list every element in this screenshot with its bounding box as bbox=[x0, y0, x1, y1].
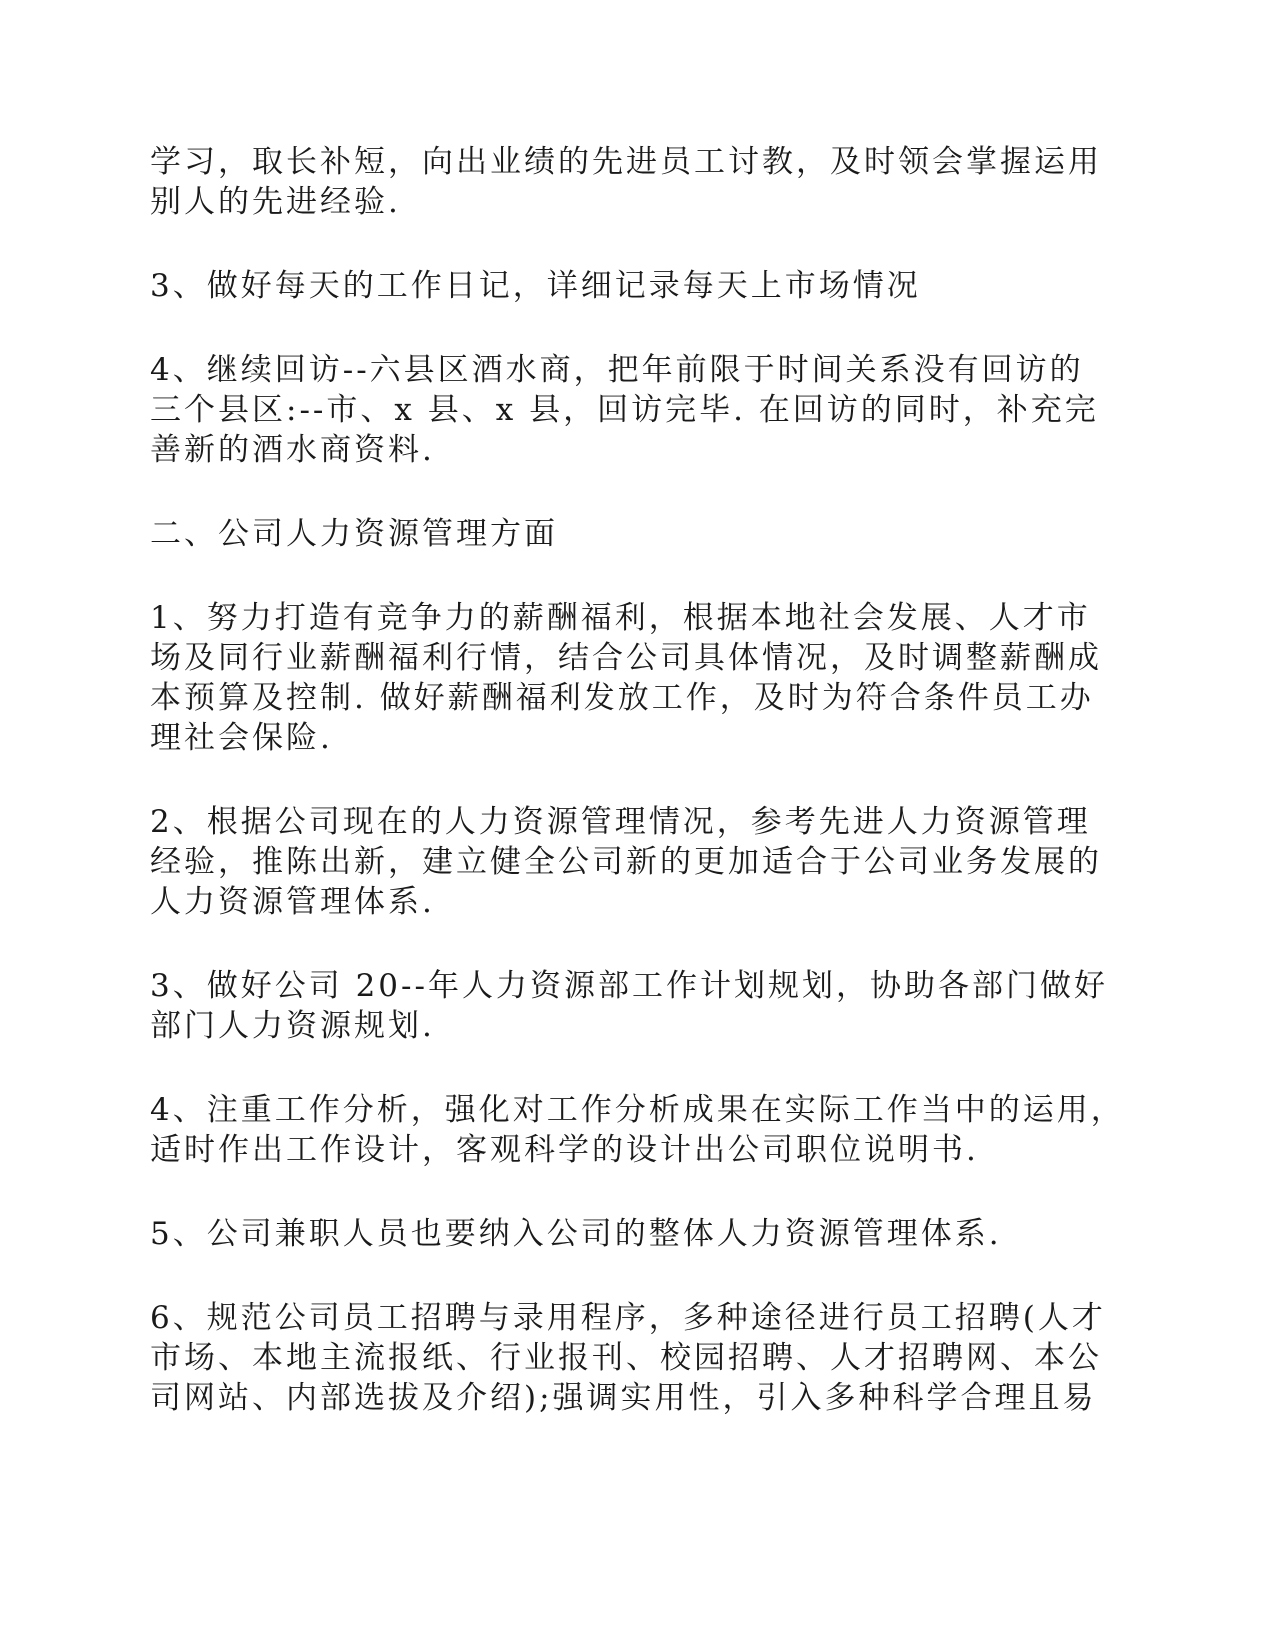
paragraph-hr-item-3 bbox=[150, 966, 1108, 1046]
paragraph-hr-item-5 bbox=[150, 1214, 1105, 1254]
text-line: 6、规范公司员工招聘与录用程序，多种途径进行员工招聘(人才 bbox=[150, 1300, 1106, 1336]
text-line: 别人的先进经验. bbox=[150, 184, 401, 220]
paragraph-hr-item-4 bbox=[150, 1090, 1125, 1170]
text-line: 2、根据公司现在的人力资源管理情况，参考先进人力资源管理 bbox=[150, 804, 1091, 840]
text-line: 场及同行业薪酬福利行情，结合公司具体情况，及时调整薪酬成 bbox=[150, 640, 1102, 676]
text-line: 4、注重工作分析，强化对工作分析成果在实际工作当中的运用， bbox=[150, 1092, 1125, 1128]
paragraph-hr-item-2 bbox=[150, 802, 1105, 922]
text-line: 经验，推陈出新，建立健全公司新的更加适合于公司业务发展的 bbox=[150, 844, 1102, 880]
text-line: 本预算及控制. 做好薪酬福利发放工作，及时为符合条件员工办 bbox=[150, 680, 1094, 716]
paragraph-hr-item-6 bbox=[150, 1298, 1105, 1418]
text-line: 理社会保险. bbox=[150, 720, 333, 756]
text-line: 市场、本地主流报纸、行业报刊、校园招聘、人才招聘网、本公 bbox=[150, 1340, 1102, 1376]
text-line: 司网站、内部选拔及介绍);强调实用性，引入多种科学合理且易 bbox=[150, 1380, 1097, 1416]
text-line: 5、公司兼职人员也要纳入公司的整体人力资源管理体系. bbox=[150, 1216, 1002, 1252]
text-line: 学习，取长补短，向出业绩的先进员工讨教，及时领会掌握运用 bbox=[150, 144, 1102, 180]
heading-text: 二、公司人力资源管理方面 bbox=[150, 516, 558, 552]
text-line: 1、努力打造有竞争力的薪酬福利，根据本地社会发展、人才市 bbox=[150, 600, 1091, 636]
text-line: 3、做好公司 20--年人力资源部工作计划规划，协助各部门做好 bbox=[150, 968, 1108, 1004]
text-line: 4、继续回访--六县区酒水商，把年前限于时间关系没有回访的 bbox=[150, 352, 1084, 388]
paragraph-study-continuation bbox=[150, 142, 1105, 222]
text-line: 适时作出工作设计，客观科学的设计出公司职位说明书. bbox=[150, 1132, 979, 1168]
paragraph-hr-item-1 bbox=[150, 598, 1105, 758]
text-line: 人力资源管理体系. bbox=[150, 884, 435, 920]
section-heading-hr bbox=[150, 514, 1105, 554]
text-line: 部门人力资源规划. bbox=[150, 1008, 435, 1044]
paragraph-item-3-work-diary bbox=[150, 266, 1105, 306]
text-line: 善新的酒水商资料. bbox=[150, 432, 435, 468]
text-line: 三个县区:--市、x 县、x 县，回访完毕. 在回访的同时，补充完 bbox=[150, 392, 1099, 428]
paragraph-item-4-revisit bbox=[150, 350, 1105, 470]
text-line: 3、做好每天的工作日记，详细记录每天上市场情况 bbox=[150, 268, 921, 304]
